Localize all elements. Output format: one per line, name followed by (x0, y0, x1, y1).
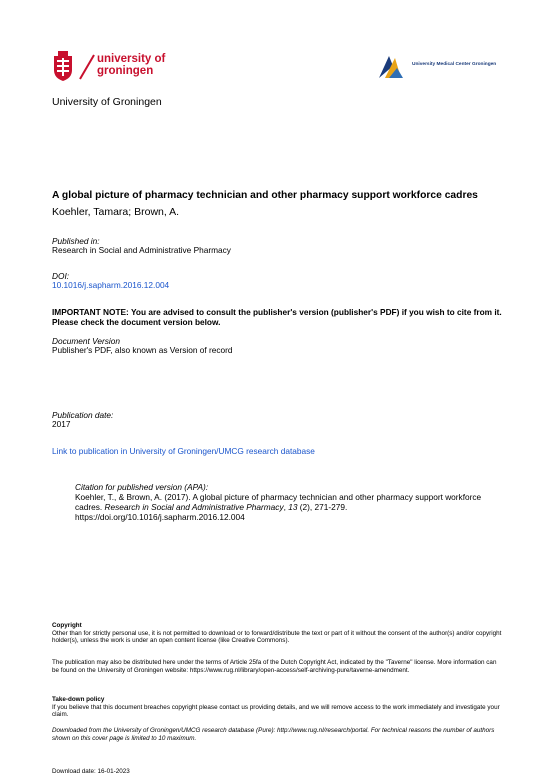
taverne-notice: The publication may also be distributed here under the terms of Article 25fa of the Dutch Copyright Act, indicated by the "Taverne" license. More information can be found on the University of Groningen website: https://www.rug.nl/library/open-access/self-archiving-pure/taverne-amendment. (52, 659, 497, 674)
doi-link[interactable]: 10.1016/j.sapharm.2016.12.004 (52, 280, 170, 290)
citation-text (75, 492, 505, 522)
citation-plain: Koehler, T., & Brown, A. (2017). A global picture of pharmacy technician and other pharmacy support workforce cadres. (75, 492, 482, 512)
umcg-wordmark: University Medical Center Groningen (412, 62, 497, 67)
copyright-section (52, 622, 502, 645)
publication-title: A global picture of pharmacy technician and other pharmacy support workforce cadres (52, 190, 478, 201)
umcg-mark-icon (375, 52, 405, 82)
download-date: Download date: 16-01-2023 (52, 768, 130, 775)
umcg-logo (375, 52, 505, 84)
takedown-text: If you believe that this document breaches copyright please contact us providing details, and we will remove access to the work immediately and investigate your claim. (52, 703, 500, 719)
rug-crest-icon (52, 50, 74, 82)
copyright-heading: Copyright (52, 622, 82, 629)
publication-date-label: Publication date: (52, 410, 114, 420)
rug-wordmark (97, 54, 165, 77)
rug-wordmark-line1: university of (97, 53, 166, 65)
copyright-text: Other than for strictly personal use, it is not permitted to download or to forward/distribute the text or part of it without the consent of the author(s) and/or copyright holder(s), unless the work is under an open content license (like Creative Commons). (52, 629, 502, 645)
citation-block (75, 482, 505, 522)
document-version-value: Publisher's PDF, also known as Version of record (52, 345, 233, 355)
university-of-groningen-logo (52, 50, 172, 84)
database-link[interactable]: Link to publication in University of Groningen/UMCG research database (52, 446, 315, 456)
takedown-heading: Take-down policy (52, 696, 105, 703)
published-in-value: Research in Social and Administrative Pharmacy (52, 245, 231, 255)
publication-date-value: 2017 (52, 419, 71, 429)
citation-url[interactable]: https://doi.org/10.1016/j.sapharm.2016.12.004 (75, 512, 245, 522)
institution-name: University of Groningen (52, 96, 162, 108)
citation-volume: 13 (288, 502, 298, 512)
authors: Koehler, Tamara; Brown, A. (52, 206, 180, 218)
takedown-section (52, 696, 502, 719)
downloaded-from-notice: Downloaded from the University of Groningen/UMCG research database (Pure): http://www.rug.nl/research/portal. For technical reasons the number of authors shown on this cover page is limited to 10 maximum. (52, 727, 495, 742)
citation-separator: , (283, 502, 289, 512)
slash-icon (79, 54, 95, 80)
rug-wordmark-line2: groningen (97, 64, 154, 77)
citation-label: Citation for published version (APA): (75, 482, 209, 492)
citation-issue-pages: (2), 271-279. (297, 502, 348, 512)
document-version-label: Document Version (52, 336, 120, 346)
citation-journal: Research in Social and Administrative Pharmacy (104, 502, 284, 512)
important-note: IMPORTANT NOTE: You are advised to consult the publisher's version (publisher's PDF) if you wish to cite from it. Please check the document version below. (52, 307, 502, 327)
published-in-label: Published in: (52, 236, 100, 246)
doi-label: DOI: (52, 271, 70, 281)
